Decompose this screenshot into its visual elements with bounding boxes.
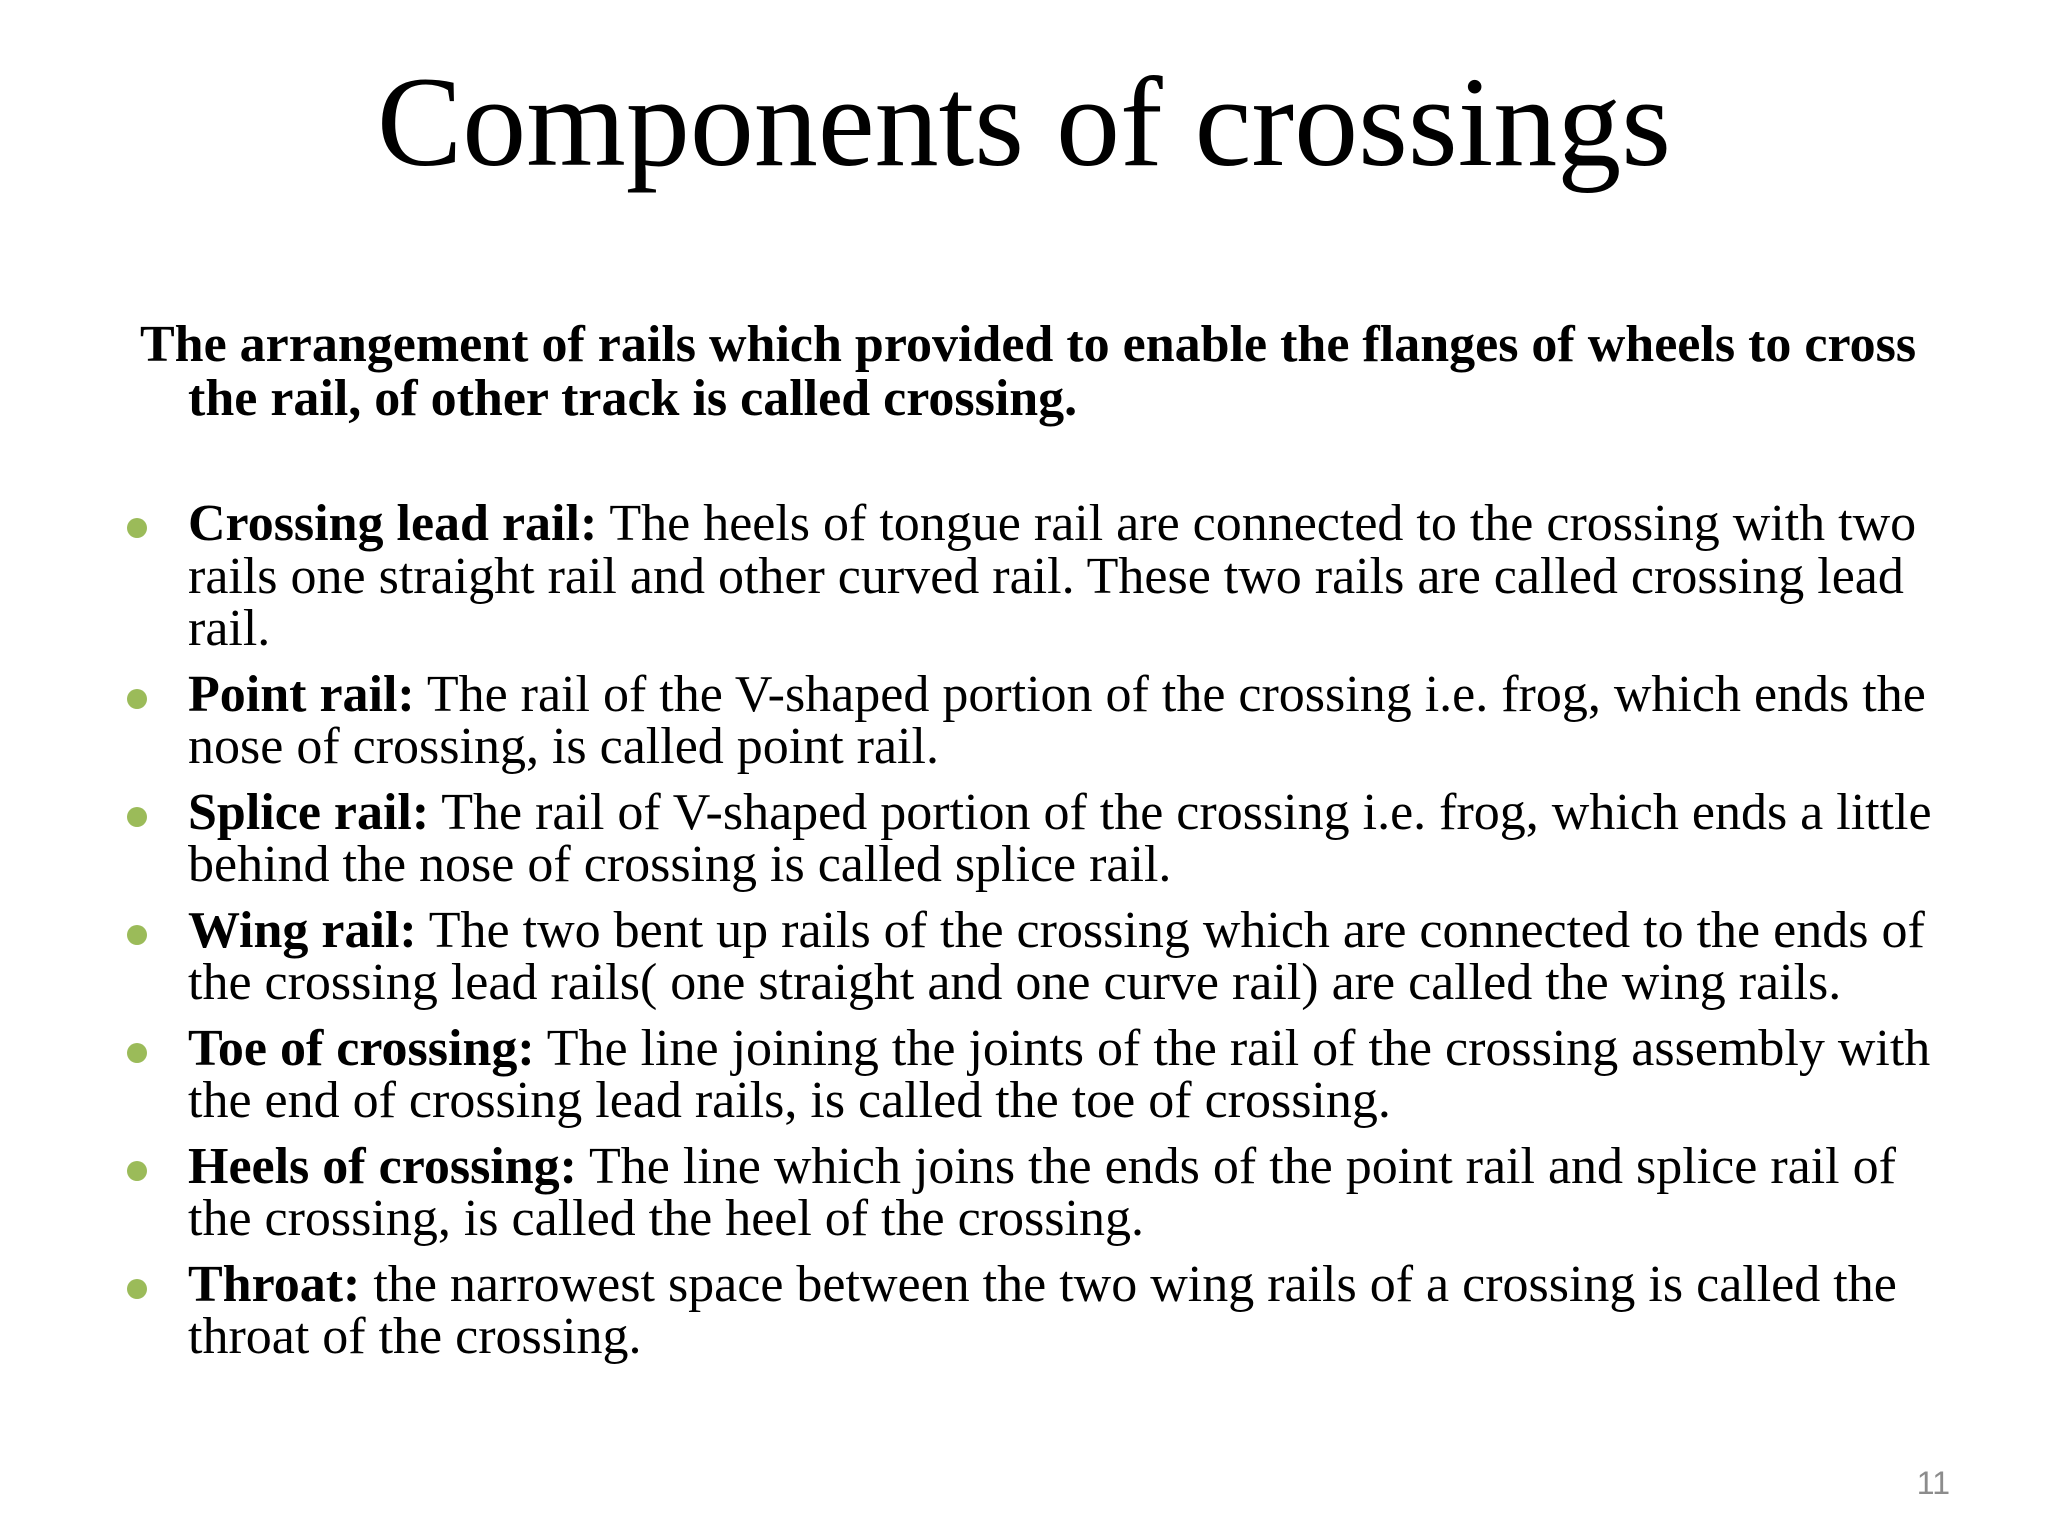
bullet-item [124,901,1954,1011]
bullet-dot-icon [127,518,147,538]
bullet-text: The two bent up rails of the crossing which are connected to the ends of the crossing lead rails( one straight and one curve rail) are called the wing rails. [188,901,1925,1011]
bullet-list [124,495,1954,1377]
bullet-dot-icon [127,689,147,709]
bullet-item [124,783,1954,893]
bullet-dot-icon [127,925,147,945]
bullet-text: The rail of the V-shaped portion of the crossing i.e. frog, which ends the nose of crossing, is called point rail. [188,665,1926,775]
intro-text: The arrangement of rails which provided to enable the flanges of wheels to cross the rail, of other track is called crossing. [140,316,1917,427]
bullet-item [124,495,1954,657]
bullet-item [124,1255,1954,1365]
slide-title: Components of crossings [376,51,1672,193]
bullet-item [124,1137,1954,1247]
bullet-text: the narrowest space between the two wing rails of a crossing is called the throat of the crossing. [188,1255,1897,1365]
bullet-term: Toe of crossing: [188,1019,535,1077]
bullet-text: The line joining the joints of the rail of the crossing assembly with the end of crossing lead rails, is called the toe of crossing. [188,1019,1931,1129]
bullet-term: Splice rail: [188,783,430,841]
bullet-term: Point rail: [188,665,415,723]
bullet-text: The rail of V-shaped portion of the crossing i.e. frog, which ends a little behind the nose of crossing is called splice rail. [188,783,1932,893]
bullet-dot-icon [127,1279,147,1299]
bullet-term: Throat: [188,1255,361,1313]
bullet-term: Crossing lead rail: [188,495,598,552]
bullet-item [124,665,1954,775]
bullet-text: The line which joins the ends of the point rail and splice rail of the crossing, is called the heel of the crossing. [188,1137,1896,1247]
page-number: 11 [1916,1465,1950,1501]
bullet-term: Heels of crossing: [188,1137,577,1195]
bullet-text: The heels of tongue rail are connected to the crossing with two rails one straight rail and other curved rail. These two rails are called crossing lead rail. [188,495,1917,657]
bullet-dot-icon [127,1043,147,1063]
bullet-dot-icon [127,1161,147,1181]
bullet-term: Wing rail: [188,901,417,959]
bullet-item [124,1019,1954,1129]
bullet-dot-icon [127,807,147,827]
